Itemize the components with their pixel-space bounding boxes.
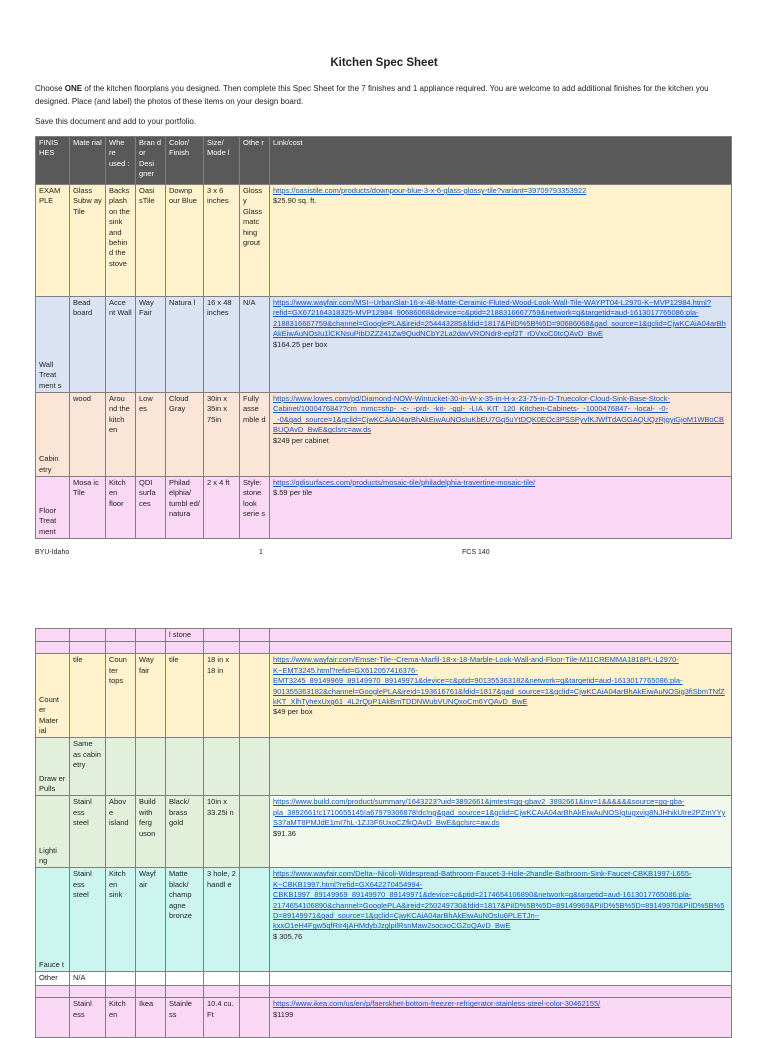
other-cell — [240, 868, 270, 972]
product-link[interactable]: https://qdisurfaces.com/products/mosaic-tile/philadelphia-travertine-mosaic-tile/ — [273, 478, 536, 487]
empty-cell — [70, 642, 106, 654]
empty-cell — [240, 972, 270, 986]
where-cell: Kitch en — [106, 998, 136, 1038]
col-header-material: Mate rial — [70, 137, 106, 185]
empty-cell — [136, 738, 166, 796]
brand-cell: Oasi sTile — [136, 185, 166, 297]
table-row-example — [36, 185, 732, 297]
product-link[interactable]: https://oasistile.com/products/downpour-blue-3-x-6-glass-glossy-tile?variant=39709793353922 — [273, 186, 587, 195]
table-row-appliance — [36, 998, 732, 1038]
cost-text: $249 per cabinet — [273, 435, 329, 445]
link-cost-cell — [270, 796, 732, 868]
where-cell: Kitch en sink — [106, 868, 136, 972]
other-cell — [240, 998, 270, 1038]
empty-cell — [36, 986, 70, 998]
where-cell: Abov e island — [106, 796, 136, 868]
col-header-other: Othe r — [240, 137, 270, 185]
where-cell: Coun ter tops — [106, 654, 136, 738]
empty-cell — [240, 738, 270, 796]
size-cell: 3 x 6 inches — [204, 185, 240, 297]
product-link[interactable]: https://www.wayfair.com/Delta--Nicoli-Widespread-Bathroom-Faucet-3-Hole-2handle-Bathroom-Sink-Faucet-CBKB1997-L655-K~CBKB1997.html?refid=GX642270454994-CBKB1997_89149969_89149970_89149971&device=c&ptid=2174654106890&network=g&targetid=aud-1613017765086:pla-2174654106890&channel=GooglePLA&ireid=250249730&fdid=1817&PiID%5B%5D=89149969&PiID%5B%5D=89149970&PiID%5B%5D=89149971&gad_source=1&gclid=CjwKCAiA04arBhAkEiwAuNOsIu6PLETJn--kxxO1eH4Fgw5qfRIr4jAHMdybJzglpilRsnMaw2socxoCGZoQAvD_BwE — [273, 869, 725, 931]
color-cell: Downp our Blue — [166, 185, 204, 297]
table-row-lighting — [36, 796, 732, 868]
empty-cell — [204, 972, 240, 986]
color-cell: Matte black/ champ agne bronze — [166, 868, 204, 972]
empty-cell — [106, 986, 136, 998]
where-cell: Backs plash on the sink and behin d the stove — [106, 185, 136, 297]
other-cell: Style: stone look serie s — [240, 477, 270, 539]
empty-cell — [106, 642, 136, 654]
empty-cell — [136, 629, 166, 642]
finish-cell: Count er Mater ial — [36, 654, 70, 738]
empty-cell — [166, 738, 204, 796]
material-cell: N/A — [70, 972, 106, 986]
col-header-color: Color/ Finish — [166, 137, 204, 185]
empty-cell — [270, 986, 732, 998]
empty-cell — [270, 972, 732, 986]
brand-cell: Build with ferg uson — [136, 796, 166, 868]
table-row-counter-material — [36, 654, 732, 738]
footer-school: BYU-Idaho — [35, 549, 70, 556]
finish-cell: Cabin etry — [36, 393, 70, 477]
footer-page-number: 1 — [259, 549, 263, 556]
empty-cell — [106, 972, 136, 986]
footer-course: FCS 140 — [462, 549, 490, 556]
empty-cell — [70, 629, 106, 642]
other-cell — [240, 654, 270, 738]
product-link[interactable]: https://www.wayfair.com/MSI--UrbanSlat-16-x-48-Matte-Ceramic-Fluted-Wood-Look-Wall-Tile-WAYPT04-L2970-K~MVP12984.html?refid=GX672164318325-MVP12984_90686068&device=c&ptid=2188316667759&network=g&targetid=aud-1613017765086:pla-2188316667759&channel=GooglePLA&ireid=254443285&fdid=1817&PiID%5B%5D=90686068&gad_source=1&gclid=CjwKCAiA04arBhAkEiwAuNOsIu1lCKNsuPibDZZ241Zw9QudNCbY2La2davVRONdr8-epf2T_rDVxoC0tcQAvD_BwE — [273, 298, 726, 339]
size-cell: 30in x 35in x 75in — [204, 393, 240, 477]
size-cell: 16 x 48 inches — [204, 297, 240, 393]
page-title: Kitchen Spec Sheet — [330, 57, 438, 69]
finish-cell: Draw er Pulls — [36, 738, 70, 796]
table-row-cabinetry — [36, 393, 732, 477]
material-cell: Stainl ess steel — [70, 868, 106, 972]
empty-cell — [204, 738, 240, 796]
table-row-drawer-pulls — [36, 738, 732, 796]
empty-cell — [166, 986, 204, 998]
other-cell — [240, 796, 270, 868]
document-page-2 — [0, 628, 768, 1024]
empty-cell — [204, 642, 240, 654]
empty-cell — [136, 972, 166, 986]
empty-cell — [70, 986, 106, 998]
size-cell: 10in x 33.25i n — [204, 796, 240, 868]
brand-cell: Way Fair — [136, 297, 166, 393]
color-cell: l stone — [166, 629, 204, 642]
link-cost-cell — [270, 477, 732, 539]
link-cost-cell — [270, 868, 732, 972]
empty-cell — [106, 738, 136, 796]
size-cell: 18 in x 18 in — [204, 654, 240, 738]
cost-text: $1199 — [273, 1009, 294, 1019]
empty-cell — [136, 986, 166, 998]
where-cell: Arou nd the kitch en — [106, 393, 136, 477]
col-header-size: Size/ Mode l — [204, 137, 240, 185]
link-cost-cell — [270, 654, 732, 738]
save-instruction: Save this document and add to your portfolio. — [35, 117, 196, 126]
empty-cell — [240, 629, 270, 642]
size-cell: 10.4 cu. Ft — [204, 998, 240, 1038]
link-cost-cell — [270, 998, 732, 1038]
material-cell: Glass Subw ay Tile — [70, 185, 106, 297]
other-cell: Gloss y Glass matc hing grout — [240, 185, 270, 297]
material-cell: wood — [70, 393, 106, 477]
empty-cell — [240, 642, 270, 654]
other-cell: Fully asse mble d — [240, 393, 270, 477]
cost-text: $91.36 — [273, 828, 296, 838]
material-cell: Bead board — [70, 297, 106, 393]
link-cost-cell — [270, 185, 732, 297]
table-row-floor-treatment — [36, 477, 732, 539]
product-link[interactable]: https://www.lowes.com/pd/Diamond-NOW-Wintucket-30-in-W-x-35-in-H-x-23-75-in-D-Truecolor-Cloud-Sink-Base-Stock-Cabinet/1000476847?cm_mmc=shp-_-c-_-prd-_-kit-_-ggl-_-LIA_KIT_120_Kitchen-Cabinets-_-1000476847-_-local-_-0-_-0&gad_source=1&gclid=CjwKCAiA04arBhAkEiwAuNOsIuKbEU7Gq5uYtDQK0EOc3PSSPyvfKJWfTdAGGAQUQzRjgyiGjoM1WBoCBBUQAvD_BwE&gclsrc=aw.ds — [273, 394, 725, 435]
finish-cell: Other — [36, 972, 70, 986]
material-cell: tile — [70, 654, 106, 738]
spec-table-page-2 — [35, 628, 732, 1038]
cost-text: $164.25 per box — [273, 339, 328, 349]
empty-cell — [270, 642, 732, 654]
table-row-blank — [36, 642, 732, 654]
brand-cell: Low es — [136, 393, 166, 477]
empty-cell — [204, 629, 240, 642]
empty-cell — [106, 629, 136, 642]
where-cell: Kitch en floor — [106, 477, 136, 539]
empty-cell — [240, 986, 270, 998]
empty-cell — [166, 972, 204, 986]
table-row-blank — [36, 986, 732, 998]
size-cell: 3 hole, 2 handl e — [204, 868, 240, 972]
col-header-link-cost: Link/cost — [270, 137, 732, 185]
product-link[interactable]: https://www.ikea.com/us/en/p/faerskhet-bottom-freezer-refrigerator-stainless-steel-color-30462155/ — [273, 999, 601, 1009]
color-cell: Stainle ss — [166, 998, 204, 1038]
empty-cell — [270, 738, 732, 796]
spec-table-page-1 — [35, 136, 732, 539]
empty-cell — [36, 629, 70, 642]
empty-cell — [166, 642, 204, 654]
cost-text: $.59 per tile — [273, 488, 313, 498]
col-header-brand: Bran d or Desi gner — [136, 137, 166, 185]
color-cell: Cloud Gray — [166, 393, 204, 477]
color-cell: Natura l — [166, 297, 204, 393]
material-cell: Stainl ess — [70, 998, 106, 1038]
empty-cell — [204, 986, 240, 998]
material-cell: Mosa ic Tile — [70, 477, 106, 539]
color-cell: tile — [166, 654, 204, 738]
material-cell: Stainl ess steel — [70, 796, 106, 868]
other-cell: N/A — [240, 297, 270, 393]
finish-cell — [36, 998, 70, 1038]
finish-cell: Wall Treat ment s — [36, 297, 70, 393]
col-header-finishes: FINIS HES — [36, 137, 70, 185]
link-cost-cell — [270, 297, 732, 393]
brand-cell: Way fair — [136, 654, 166, 738]
page-gap — [0, 572, 768, 628]
finish-cell: Lighti ng — [36, 796, 70, 868]
material-cell: Same as cabin etry — [70, 738, 106, 796]
brand-cell: Wayf air — [136, 868, 166, 972]
brand-cell: Ikea — [136, 998, 166, 1038]
table-row-wall-treatments — [36, 297, 732, 393]
cost-text: $25.90 sq. ft. — [273, 196, 317, 206]
size-cell: 2 x 4 ft — [204, 477, 240, 539]
finish-cell: Floor Treat ment — [36, 477, 70, 539]
finish-cell: Fauce t — [36, 868, 70, 972]
cost-text: $ 305.76 — [273, 931, 303, 941]
link-cost-cell — [270, 393, 732, 477]
finish-cell: EXAM PLE — [36, 185, 70, 297]
instructions: Choose ONE of the kitchen floorplans you designed. Then complete this Spec Sheet for the 7 finishes and 1 appliance required. You are welcome to add additional finishes for the kitchen you designed. Place (and label) the photos of these items on your design board. — [35, 84, 709, 106]
col-header-where-used: Whe re used : — [106, 137, 136, 185]
empty-cell — [36, 642, 70, 654]
table-row-floor-continued — [36, 629, 732, 642]
product-link[interactable]: https://www.build.com/product/summary/1643223?uid=3892661&jmtest=gg-gbav2_3892661&inv=1&&&&&&source=gg-gba-pla_3892661!c1710655145!a67979306878!dc!ng&gad_source=1&gclid=CjwKCAiA04arBhAkEiwAuNOSIgIugxvig8NJHhikUIre2PZmYYyS37aMT8PMJdE1mI7hL-1ZJ3F6UxoCZfkQAvD_BwE&gclsrc=aw.ds — [273, 797, 726, 828]
where-cell: Acce nt Wall — [106, 297, 136, 393]
product-link[interactable]: https://www.wayfair.com/Emser-Tile--Crema-Marfil-18-x-18-Marble-Look-Wall-and-Floor-Tile-M11CREMMA1818PL-L2970-K~EMT3245.html?refid=GX612057416376-EMT3245_89149969_89149970_89149971&device=c&ptid=901355363182&network=g&targetid=aud-1613017765086:pla-901355363182&channel=GooglePLA&ireid=193616761&fdid=1817&gad_source=1&gclid=CjwKCAiA04arBhAkEiwAuNOSig3fiSbmTNfZkKT_XlhTyhexUxg61_4L2rQpP1AkBmTDDNWubVUNQxoCm6YQAvD_BwE — [273, 655, 725, 707]
table-row-faucet — [36, 868, 732, 972]
table-row-other — [36, 972, 732, 986]
empty-cell — [270, 629, 732, 642]
header-row — [36, 137, 732, 185]
color-cell: Philad elphia/ tumbl ed/ natura — [166, 477, 204, 539]
cost-text: $49 per box — [273, 707, 313, 717]
brand-cell: QDI surfa ces — [136, 477, 166, 539]
empty-cell — [136, 642, 166, 654]
color-cell: Black/ brass gold — [166, 796, 204, 868]
